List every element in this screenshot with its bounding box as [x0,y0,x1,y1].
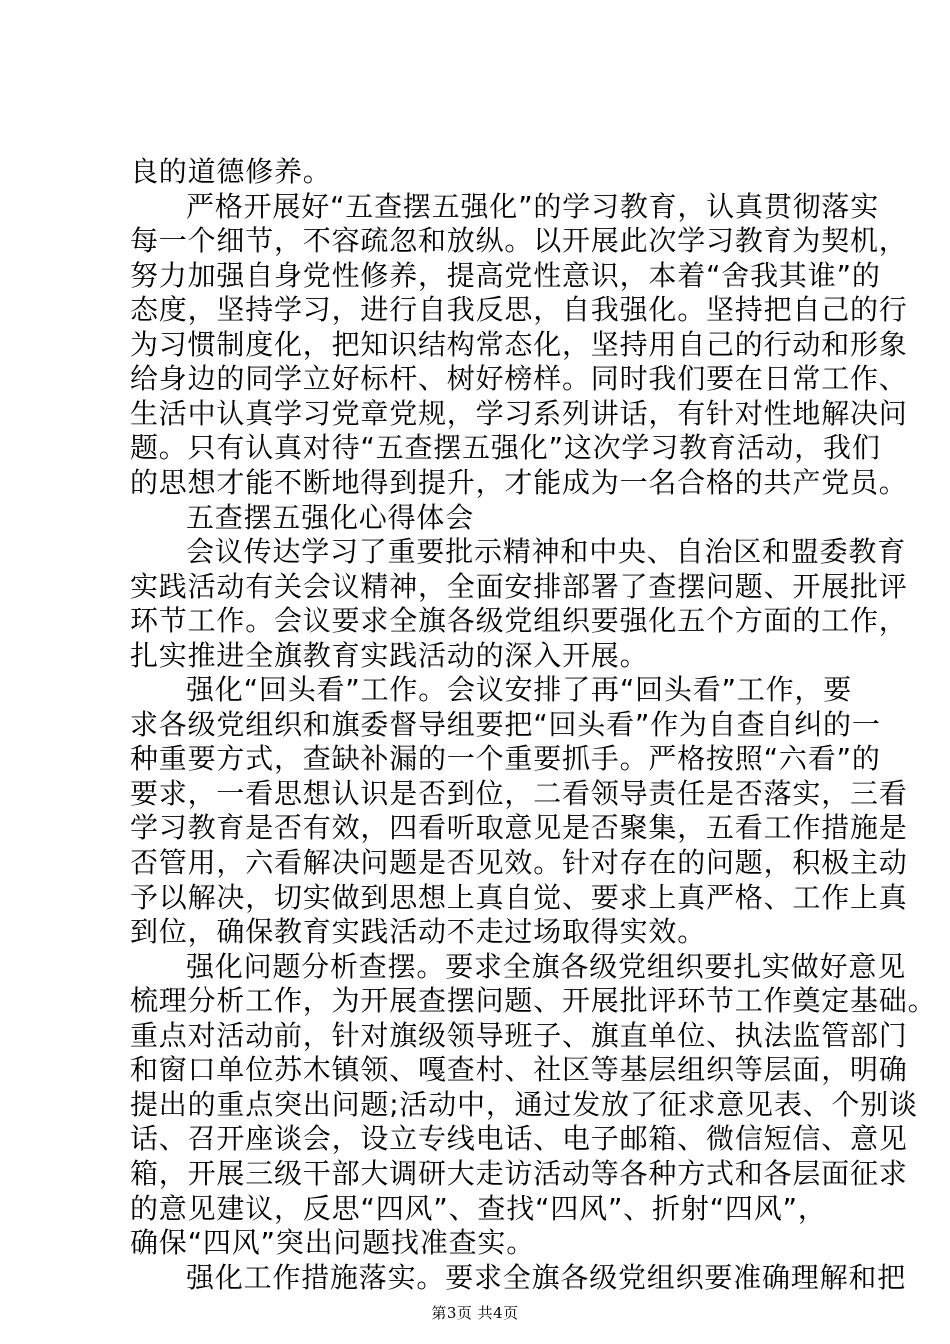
text-line: 求各级党组织和旗委督导组要把“回头看”作为自查自纠的一 [130,707,881,741]
text-line: 话、召开座谈会，设立专线电话、电子邮箱、微信短信、意见 [130,1122,908,1156]
page-footer: 第3页 共4页 [431,1304,519,1322]
text-line: 扎实推进全旗教育实践活动的深入开展。 [130,638,649,672]
text-line: 生活中认真学习党章党规，学习系列讲话，有针对性地解决问 [130,396,908,430]
text-line: 予以解决，切实做到思想上真自觉、要求上真严格、工作上真 [130,880,908,914]
text-line: 实践活动有关会议精神，全面安排部署了查摆问题、开展批评 [130,569,908,603]
text-line: 提出的重点突出问题;活动中，通过发放了征求意见表、个别谈 [130,1087,918,1121]
paragraph-first-line: 会议传达学习了重要批示精神和中央、自治区和盟委教育 [186,535,907,569]
paragraph-first-line: 严格开展好“五查摆五强化”的学习教育，认真贯彻落实 [186,189,880,223]
text-line: 的意见建议，反思“四风”、查找“四风”、折射“四风”， [130,1191,827,1225]
text-line: 给身边的同学立好标杆、树好榜样。同时我们要在日常工作、 [130,362,908,396]
text-line: 要求，一看思想认识是否到位，二看领导责任是否落实，三看 [130,776,908,810]
paragraph-first-line: 强化工作措施落实。要求全旗各级党组织要准确理解和把 [186,1260,907,1294]
paragraph-first-line: 五查摆五强化心得体会 [186,500,475,534]
text-line: 努力加强自身党性修养，提高党性意识，本着“舍我其谁”的 [130,258,881,292]
text-line: 环节工作。会议要求全旗各级党组织要强化五个方面的工作， [130,604,908,638]
text-line: 箱，开展三级干部大调研大走访活动等各种方式和各层面征求 [130,1156,908,1190]
paragraph-first-line: 强化“回头看”工作。会议安排了再“回头看”工作，要 [186,673,853,707]
paragraph-first-line: 强化问题分析查摆。要求全旗各级党组织要扎实做好意见 [186,949,907,983]
text-line: 态度，坚持学习，进行自我反思，自我强化。坚持把自己的行 [130,293,908,327]
text-line: 每一个细节，不容疏忽和放纵。以开展此次学习教育为契机， [130,224,908,258]
text-line: 学习教育是否有效，四看听取意见是否聚集，五看工作措施是 [130,811,908,845]
text-line: 的思想才能不断地得到提升，才能成为一名合格的共产党员。 [130,465,908,499]
text-line: 为习惯制度化，把知识结构常态化，坚持用自己的行动和形象 [130,327,908,361]
text-line: 题。只有认真对待“五查摆五强化”这次学习教育活动，我们 [130,431,881,465]
text-line: 确保“四风”突出问题找准查实。 [130,1226,536,1260]
text-line: 到位，确保教育实践活动不走过场取得实效。 [130,915,707,949]
text-line: 和窗口单位苏木镇领、嘎查村、社区等基层组织等层面，明确 [130,1053,908,1087]
text-line: 种重要方式，查缺补漏的一个重要抓手。严格按照“六看”的 [130,742,881,776]
text-line: 良的道德修养。 [130,155,332,188]
text-line: 重点对活动前，针对旗级领导班子、旗直单位、执法监管部门 [130,1018,908,1052]
text-line: 梳理分析工作，为开展查摆问题、开展批评环节工作奠定基础。 [130,984,937,1018]
text-line: 否管用，六看解决问题是否见效。针对存在的问题，积极主动 [130,846,908,879]
